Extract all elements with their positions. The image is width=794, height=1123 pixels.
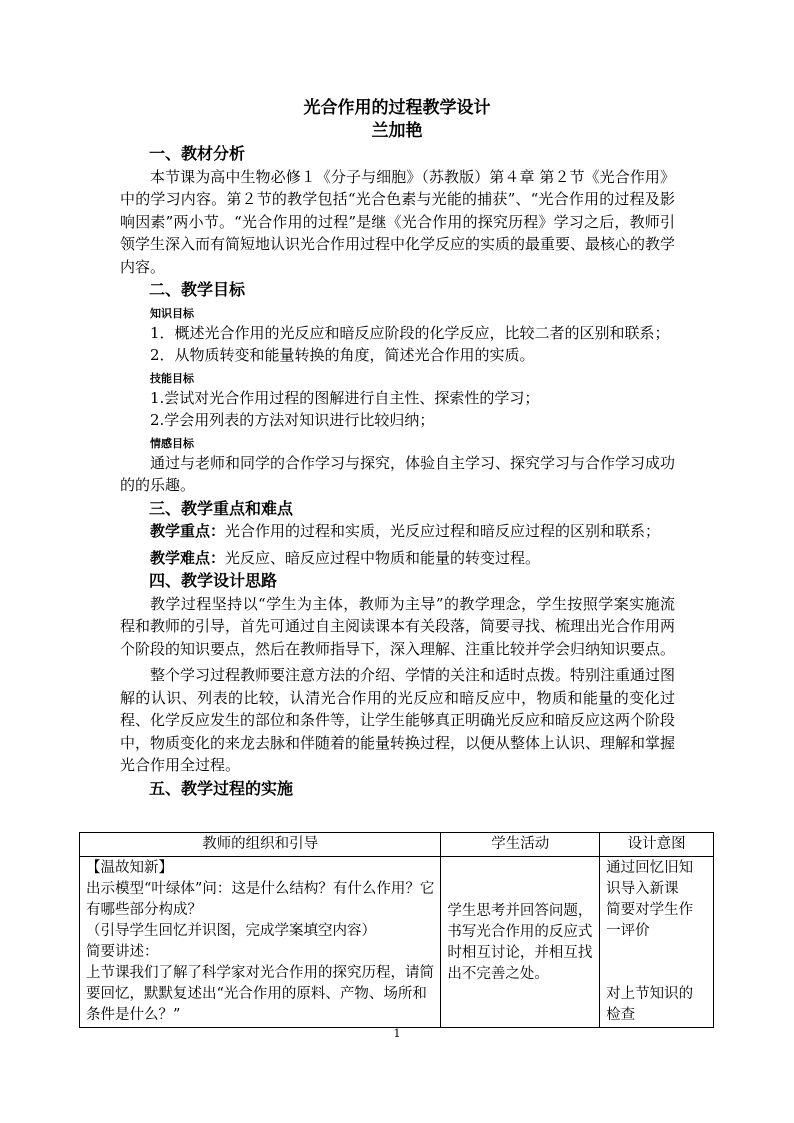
document-body <box>120 142 675 800</box>
intent-text-2: 简要对学生作一评价 <box>606 902 694 939</box>
knowledge-goal-1: 1．概述光合作用的光反应和暗反应阶段的化学反应，比较二者的区别和联系； <box>150 323 670 342</box>
student-activity-text: 学生思考并回答问题，书写光合作用的反应式时相互讨论，并相互找出不完善之处。 <box>447 903 593 982</box>
teaching-difficulty <box>120 547 675 570</box>
difficulty-label: 教学难点： <box>150 548 226 567</box>
section-heading-3: 三、教学重点和难点 <box>149 498 294 518</box>
emotion-goals-label: 情感目标 <box>150 436 194 450</box>
skill-goal-2: 2.学会用列表的方法对知识进行比较归纳； <box>150 411 435 429</box>
header-teacher: 教师的组织和引导 <box>80 833 441 857</box>
teacher-line-5: 上节课我们了解了科学家对光合作用的探究历程，请简要回忆，默默复述出“光合作用的原料、产物、场所和条件是什么？” <box>86 965 434 1023</box>
intent-cell <box>600 857 714 1028</box>
author-name: 兰加艳 <box>371 121 423 141</box>
skill-goal-1: 1.尝试对光合作用过程的图解进行自主性、探索性的学习； <box>150 388 540 407</box>
teaching-process-table <box>79 832 714 1028</box>
section-heading-1: 一、教材分析 <box>149 144 246 163</box>
teacher-line-1: 【温故知新】 <box>86 860 173 876</box>
teacher-line-4: 简要讲述： <box>86 944 159 960</box>
section-heading-5: 五、教学过程的实施 <box>149 778 294 798</box>
knowledge-goal-2: 2．从物质转变和能量转换的角度，简述光合作用的实质。 <box>150 346 535 364</box>
page-number: 1 <box>393 1027 401 1040</box>
knowledge-goals-label: 知识目标 <box>150 306 194 320</box>
section-heading-2: 二、教学目标 <box>149 280 246 299</box>
design-idea-paragraph-2: 整个学习过程教师要注意方法的介绍、学情的关注和适时点拨。特别注重通过图解的认识、列表的比较，认清光合作用的光反应和暗反应中，物质和能量的变化过程、化学反应发生的部位和条件等，让学生能够真正明确光反应和暗反应这两个阶段中，物质变化的来龙去脉和伴随着的能量转换过程，以便从整体上认识、理解和掌握光合作用全过程。 <box>120 666 676 774</box>
skill-goals-label: 技能目标 <box>150 371 194 385</box>
key-point-text: 光合作用的过程和实质，光反应过程和暗反应过程的区别和联系； <box>225 522 661 540</box>
section-heading-4: 四、教学设计思路 <box>149 571 278 590</box>
emotion-goal-1: 通过与老师和同学的合作学习与探究，体验自主学习、探究学习与合作学习成功的的乐趣。 <box>120 453 676 494</box>
table-row <box>80 857 714 1028</box>
teacher-line-3: （引导学生回忆并识图，完成学案填空内容） <box>86 923 376 939</box>
document-title: 光合作用的过程教学设计 <box>303 98 491 118</box>
header-student: 学生活动 <box>441 833 600 857</box>
difficulty-text: 光反应、暗反应过程中物质和能量的转变过程。 <box>225 548 541 567</box>
key-point-label: 教学重点： <box>150 522 226 540</box>
teaching-key-point <box>120 520 675 543</box>
teacher-cell <box>80 857 441 1028</box>
teacher-line-2: 出示模型“叶绿体”问：这是什么结构？有什么作用？它有哪些部分构成？ <box>86 881 435 918</box>
header-intent: 设计意图 <box>600 833 714 857</box>
design-idea-paragraph-1: 教学过程坚持以“学生为主体，教师为主导”的教学理念，学生按照学案实施流程和教师的引导，首先可通过自主阅读课本有关段落，简要寻找、梳理出光合作用两个阶段的知识要点，然后在教师指导下，深入理解、注重比较并学会归纳知识要点。 <box>120 594 676 658</box>
table-header-row <box>80 833 714 857</box>
student-cell <box>441 857 600 1028</box>
intent-text-3: 对上节知识的检查 <box>606 986 694 1023</box>
textbook-analysis-paragraph: 本节课为高中生物必修１《分子与细胞》（苏教版）第４章 第２节《光合作用》中的学习内容。第２节的教学包括“光合色素与光能的捕获”、“光合作用的过程及影响因素”两小节。“光合作用的过程”是继《光合作用的探究历程》学习之后，教师引领学生深入而有简短地认识光合作用过程中化学反应的实质的最重要、最核心的教学内容。 <box>120 167 676 276</box>
intent-text-1: 通过回忆旧知识导入新课 <box>606 860 694 897</box>
